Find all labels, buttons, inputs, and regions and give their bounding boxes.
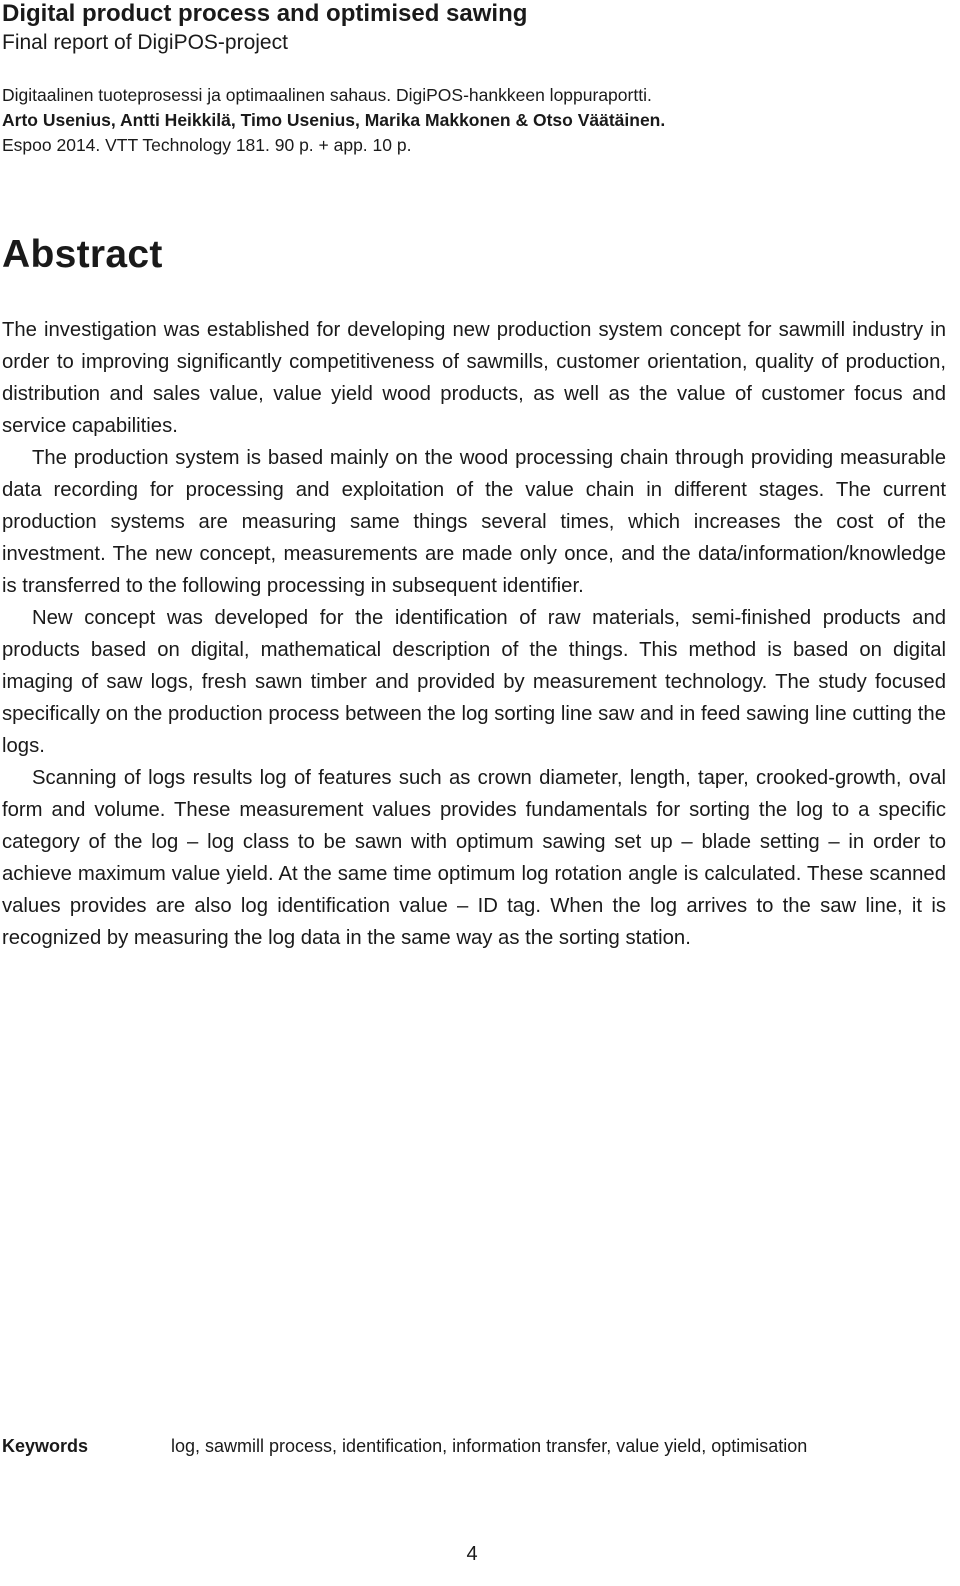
abstract-paragraph-4: Scanning of logs results log of features such as crown diameter, length, taper, crooked-growth, oval form and volume. These measurement values provides fundamentals for sorting the log to a specific category of the log – log class to be sawn with optimum sawing set up – blade setting – in order to achieve maximum value yield. At the same time optimum log rotation angle is calculated. These scanned values provides are also log identification value – ID tag. When the log arrives to the saw line, it is recognized by measuring the log data in the same way as the sorting station.	[2, 767, 946, 949]
document-subtitle: Final report of DigiPOS-project	[2, 31, 288, 54]
citation-authors: Arto Usenius, Antti Heikkilä, Timo Usenius, Marika Makkonen & Otso Väätäinen.	[2, 110, 666, 130]
citation-line-finnish-title: Digitaalinen tuoteprosessi ja optimaalinen sahaus. DigiPOS-hankkeen loppuraportti.	[2, 85, 652, 105]
citation-block	[2, 83, 952, 158]
abstract-paragraph-1: The investigation was established for developing new production system concept for sawmill industry in order to improving significantly competitiveness of sawmills, customer orientation, quality of production, distribution and sales value, value yield wood products, as well as the value of customer focus and service capabilities.	[2, 319, 946, 437]
citation-publication-info: Espoo 2014. VTT Technology 181. 90 p. + app. 10 p.	[2, 135, 412, 155]
page-number: 4	[466, 1543, 478, 1565]
document-title: Digital product process and optimised sawing	[2, 0, 528, 27]
document-header	[2, 0, 952, 158]
abstract-body	[2, 314, 946, 954]
keywords-value: log, sawmill process, identification, information transfer, value yield, optimisation	[171, 1436, 808, 1456]
keywords-label: Keywords	[2, 1436, 89, 1456]
abstract-heading: Abstract	[2, 233, 163, 276]
abstract-paragraph-3: New concept was developed for the identification of raw materials, semi-finished products and products based on digital, mathematical description of the things. This method is based on digital imaging of saw logs, fresh sawn timber and provided by measurement technology. The study focused specifically on the production process between the log sorting line saw and in feed sawing line cutting the logs.	[2, 607, 946, 757]
abstract-paragraph-2: The production system is based mainly on the wood processing chain through providing measurable data recording for processing and exploitation of the value chain in different stages. The current production systems are measuring same things several times, which increases the cost of the investment. The new concept, measurements are made only once, and the data/information/knowledge is transferred to the following processing in subsequent identifier.	[2, 447, 946, 597]
